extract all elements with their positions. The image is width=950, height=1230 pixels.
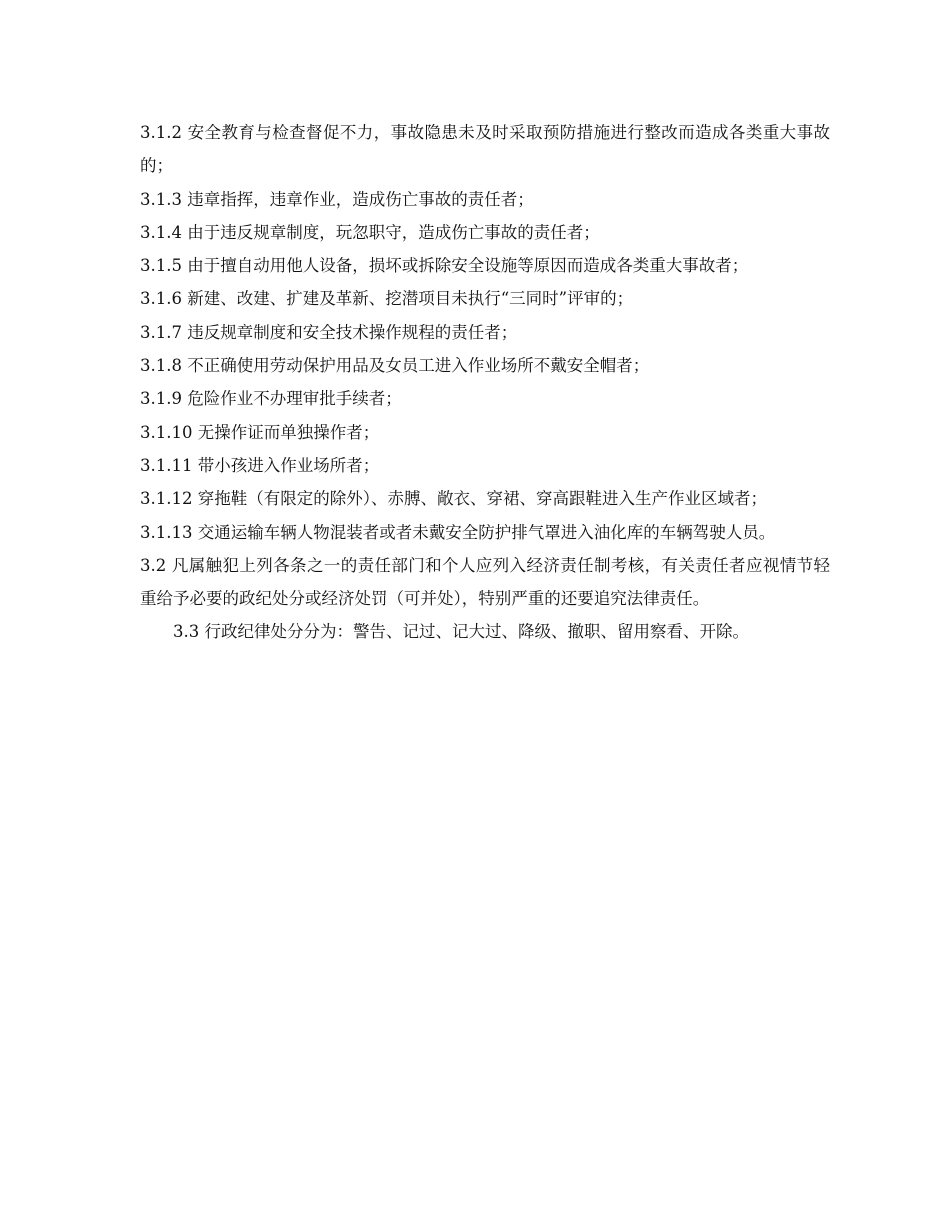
document-body: [140, 116, 830, 649]
clause-3-1-4: 3.1.4 由于违反规章制度，玩忽职守，造成伤亡事故的责任者；: [140, 222, 600, 242]
clause-3-1-9: 3.1.9 危险作业不办理审批手续者；: [140, 389, 402, 409]
clause-3-1-7: 3.1.7 违反规章制度和安全技术操作规程的责任者；: [140, 322, 518, 342]
clause-3-1-13: 3.1.13 交通运输车辆人物混装者或者未戴安全防护排气罩进入油化库的车辆驾驶人员。: [140, 522, 776, 542]
clause-3-1-10: 3.1.10 无操作证而单独操作者；: [140, 422, 380, 442]
clause-3-1-8: 3.1.8 不正确使用劳动保护用品及女员工进入作业场所不戴安全帽者；: [140, 356, 650, 376]
clause-3-1-2: 3.1.2 安全教育与检查督促不力，事故隐患未及时采取预防措施进行整改而造成各类重大事故的；: [140, 123, 830, 176]
clause-3-1-5: 3.1.5 由于擅自动用他人设备，损坏或拆除安全设施等原因而造成各类重大事故者；: [140, 256, 749, 276]
clause-3-3: 3.3 行政纪律处分分为：警告、记过、记大过、降级、撤职、留用察看、开除。: [173, 622, 749, 642]
clause-3-1-11: 3.1.11 带小孩进入作业场所者；: [140, 455, 380, 475]
clause-3-1-3: 3.1.3 违章指挥，违章作业，造成伤亡事故的责任者；: [140, 189, 534, 209]
clause-3-1-6: 3.1.6 新建、改建、扩建及革新、挖潜项目未执行“三同时”评审的；: [140, 289, 634, 309]
clause-3-1-12: 3.1.12 穿拖鞋（有限定的除外）、赤膊、敞衣、穿裙、穿高跟鞋进入生产作业区域者；: [140, 489, 767, 509]
clause-3-2: 3.2 凡属触犯上列各条之一的责任部门和个人应列入经济责任制考核，有关责任者应视情节轻重给予必要的政纪处分或经济处罚（可并处），特别严重的还要追究法律责任。: [140, 555, 830, 609]
